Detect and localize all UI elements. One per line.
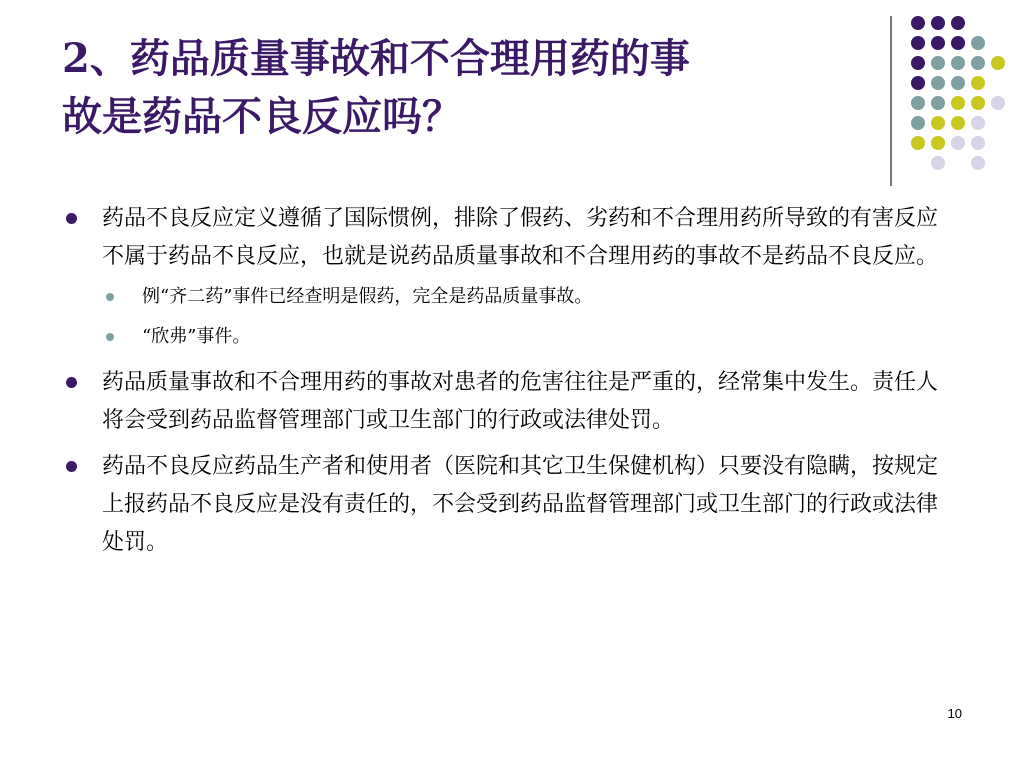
decor-dot (931, 16, 945, 30)
bullet-text: 药品不良反应定义遵循了国际惯例，排除了假药、劣药和不合理用药所导致的有害反应不属于药品不良反应，也就是说药品质量事故和不合理用药的事故不是药品不良反应。 (102, 206, 939, 269)
decorative-divider (890, 16, 892, 186)
sub-bullet-dot-icon (106, 293, 114, 301)
decor-dot (951, 76, 965, 90)
sub-bullet-item (66, 284, 946, 310)
page-number: 10 (947, 706, 962, 721)
bullet-text: 药品质量事故和不合理用药的事故对患者的危害往往是严重的，经常集中发生。责任人将会受到药品监督管理部门或卫生部门的行政或法律处罚。 (102, 370, 939, 433)
sub-bullet-text: 例“齐二药”事件已经查明是假药，完全是药品质量事故。 (142, 286, 593, 307)
decor-dot (951, 36, 965, 50)
decor-dot (991, 56, 1005, 70)
decor-dot (951, 16, 965, 30)
decor-dot (931, 56, 945, 70)
decor-dot (971, 156, 985, 170)
title-line-2: 故是药品不良反应吗？ (62, 93, 462, 140)
decor-dot (971, 36, 985, 50)
sub-bullet-dot-icon (106, 333, 114, 341)
decor-dot (971, 96, 985, 110)
bullet-text: 药品不良反应药品生产者和使用者（医院和其它卫生保健机构）只要没有隐瞒，按规定上报药品不良反应是没有责任的，不会受到药品监督管理部门或卫生部门的行政或法律处罚。 (102, 454, 939, 555)
decor-dot (971, 56, 985, 70)
sub-bullet-item (66, 324, 946, 350)
decor-dot (911, 76, 925, 90)
sub-bullet-text: “欣弗”事件。 (142, 326, 251, 347)
decor-dot (951, 116, 965, 130)
bullet-item (66, 448, 946, 562)
bullet-item (66, 200, 946, 276)
decor-dot (911, 96, 925, 110)
decor-dot (971, 136, 985, 150)
decor-dot (931, 136, 945, 150)
decor-dot (971, 116, 985, 130)
decor-dot (911, 36, 925, 50)
decor-dot (991, 96, 1005, 110)
decor-dot (951, 136, 965, 150)
decor-dot (951, 56, 965, 70)
title-line-1: 2、药品质量事故和不合理用药的事 (62, 35, 690, 82)
decor-dot (911, 16, 925, 30)
decor-dot (911, 116, 925, 130)
decor-dot (931, 36, 945, 50)
decor-dot (931, 76, 945, 90)
bullet-dot-icon (66, 377, 77, 388)
bullet-item (66, 364, 946, 440)
decor-dot (931, 96, 945, 110)
bullet-dot-icon (66, 461, 77, 472)
slide-title (62, 30, 862, 146)
decor-dot (911, 56, 925, 70)
bullet-dot-icon (66, 213, 77, 224)
slide-body (66, 200, 946, 570)
decor-dot (951, 96, 965, 110)
decor-dot (931, 156, 945, 170)
decor-dot (971, 76, 985, 90)
decor-dot (931, 116, 945, 130)
decor-dot (911, 136, 925, 150)
